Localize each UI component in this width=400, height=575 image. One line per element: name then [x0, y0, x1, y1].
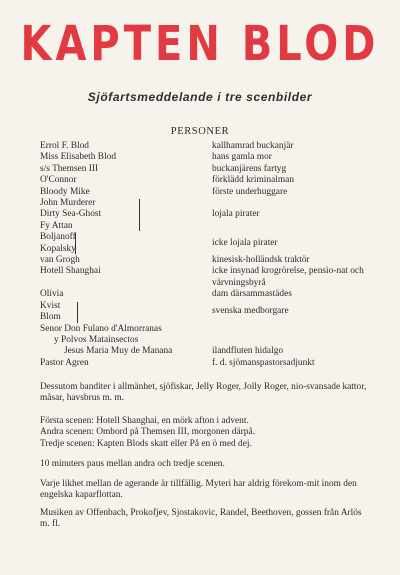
cast-name: Bloody Mike — [40, 186, 90, 197]
cast-name: Kopalsky — [40, 243, 76, 254]
group-bracket — [77, 302, 78, 323]
cast-name: y Polvos Matainsectos — [54, 334, 139, 345]
cast-name: John Murderer — [40, 198, 96, 209]
likhet-text: Varje likhet mellan de agerande är tillfällig. Myteri har aldrig förekom-mit inom den engelska kaparflottan. — [40, 479, 357, 501]
title: KAPTEN BLOD — [20, 16, 380, 72]
cast-name: Errol F. Blod — [40, 141, 89, 151]
cast-role: kinesisk-holländsk traktör — [212, 255, 310, 266]
cast-row — [40, 164, 370, 175]
cast-name: O'Connor — [40, 175, 77, 186]
cast-row — [40, 141, 370, 152]
cast-name: van Grogh — [40, 255, 80, 266]
cast-name: Pastor Agren — [40, 357, 89, 368]
cast-row — [40, 152, 370, 163]
cast-name: Dirty Sea-Ghost — [40, 209, 102, 220]
cast-role: ilandfluten hidalgo — [212, 346, 284, 357]
cast-row — [40, 358, 370, 369]
dessutom-text: Dessutom banditer i allmänhet, sjöfiskar, Jelly Roger, Jolly Roger, nio-svansade kattor, måsar, havsbrus m. m. — [40, 382, 367, 404]
cast-row — [40, 324, 370, 358]
scene-line: Andra scenen: Ombord på Themsen III, morgonen därpå. — [40, 427, 255, 438]
group-bracket — [75, 233, 76, 254]
scene-list — [40, 416, 370, 450]
group-bracket — [139, 199, 140, 231]
subtitle: Sjöfartsmeddelande i tre scenbilder — [87, 90, 313, 104]
cast-row — [40, 232, 370, 255]
cast-role: f. d. sjömanspastorsadjunkt — [212, 357, 315, 368]
cast-role: hans gamla mor — [212, 152, 272, 163]
cast-name: Blom — [40, 312, 61, 323]
cast-row — [40, 175, 370, 186]
cast-role: dam därsammastädes — [212, 289, 292, 300]
cast-role: icke insynad krogrörelse, pensio-nat och värvningsbyrå — [212, 266, 364, 288]
cast-name: Olivia — [40, 289, 64, 300]
cast-row — [40, 198, 370, 232]
cast-role: svenska medborgare — [212, 306, 289, 317]
cast-role: icke lojala pirater — [212, 237, 278, 248]
cast-name: Hotell Shanghai — [40, 266, 101, 277]
scene-line: Tredje scenen: Kapten Blods skatt eller På en ö med dej. — [40, 438, 252, 449]
cast-name: Fy Attan — [40, 220, 73, 231]
cast-role: buckanjärens fartyg — [212, 163, 287, 174]
cast-name: Kvist — [40, 300, 61, 311]
cast-row — [40, 301, 370, 324]
cast-role: lojala pirater — [212, 209, 260, 220]
scene-line: Första scenen: Hotell Shanghai, en mörk afton i advent. — [40, 416, 249, 426]
cast-row — [40, 266, 370, 289]
cast-role: förste underhuggare — [212, 186, 288, 197]
cast-name: Jesus Maria Muy de Manana — [64, 346, 173, 357]
paus-text: 10 minuters paus mellan andra och tredje scenen. — [40, 459, 225, 469]
cast-name: Senor Don Fulano d'Almorranas — [40, 323, 162, 334]
cast-role: kallhamrad buckanjär — [212, 141, 294, 151]
cast-name: Miss Elisabeth Blod — [40, 152, 117, 163]
cast-row — [40, 187, 370, 198]
cast-row — [40, 289, 370, 300]
cast-name: s/s Themsen III — [40, 163, 99, 174]
cast-name: Boljanoff — [40, 232, 76, 243]
personer-heading: PERSONER — [170, 126, 230, 137]
cast-list — [40, 141, 370, 369]
cast-role: förklädd kriminalman — [212, 175, 295, 186]
cast-row — [40, 255, 370, 266]
musiken-text: Musiken av Offenbach, Prokofjev, Sjostakovic, Randel, Beethoven, gossen från Arlös m. fl. — [40, 508, 362, 530]
